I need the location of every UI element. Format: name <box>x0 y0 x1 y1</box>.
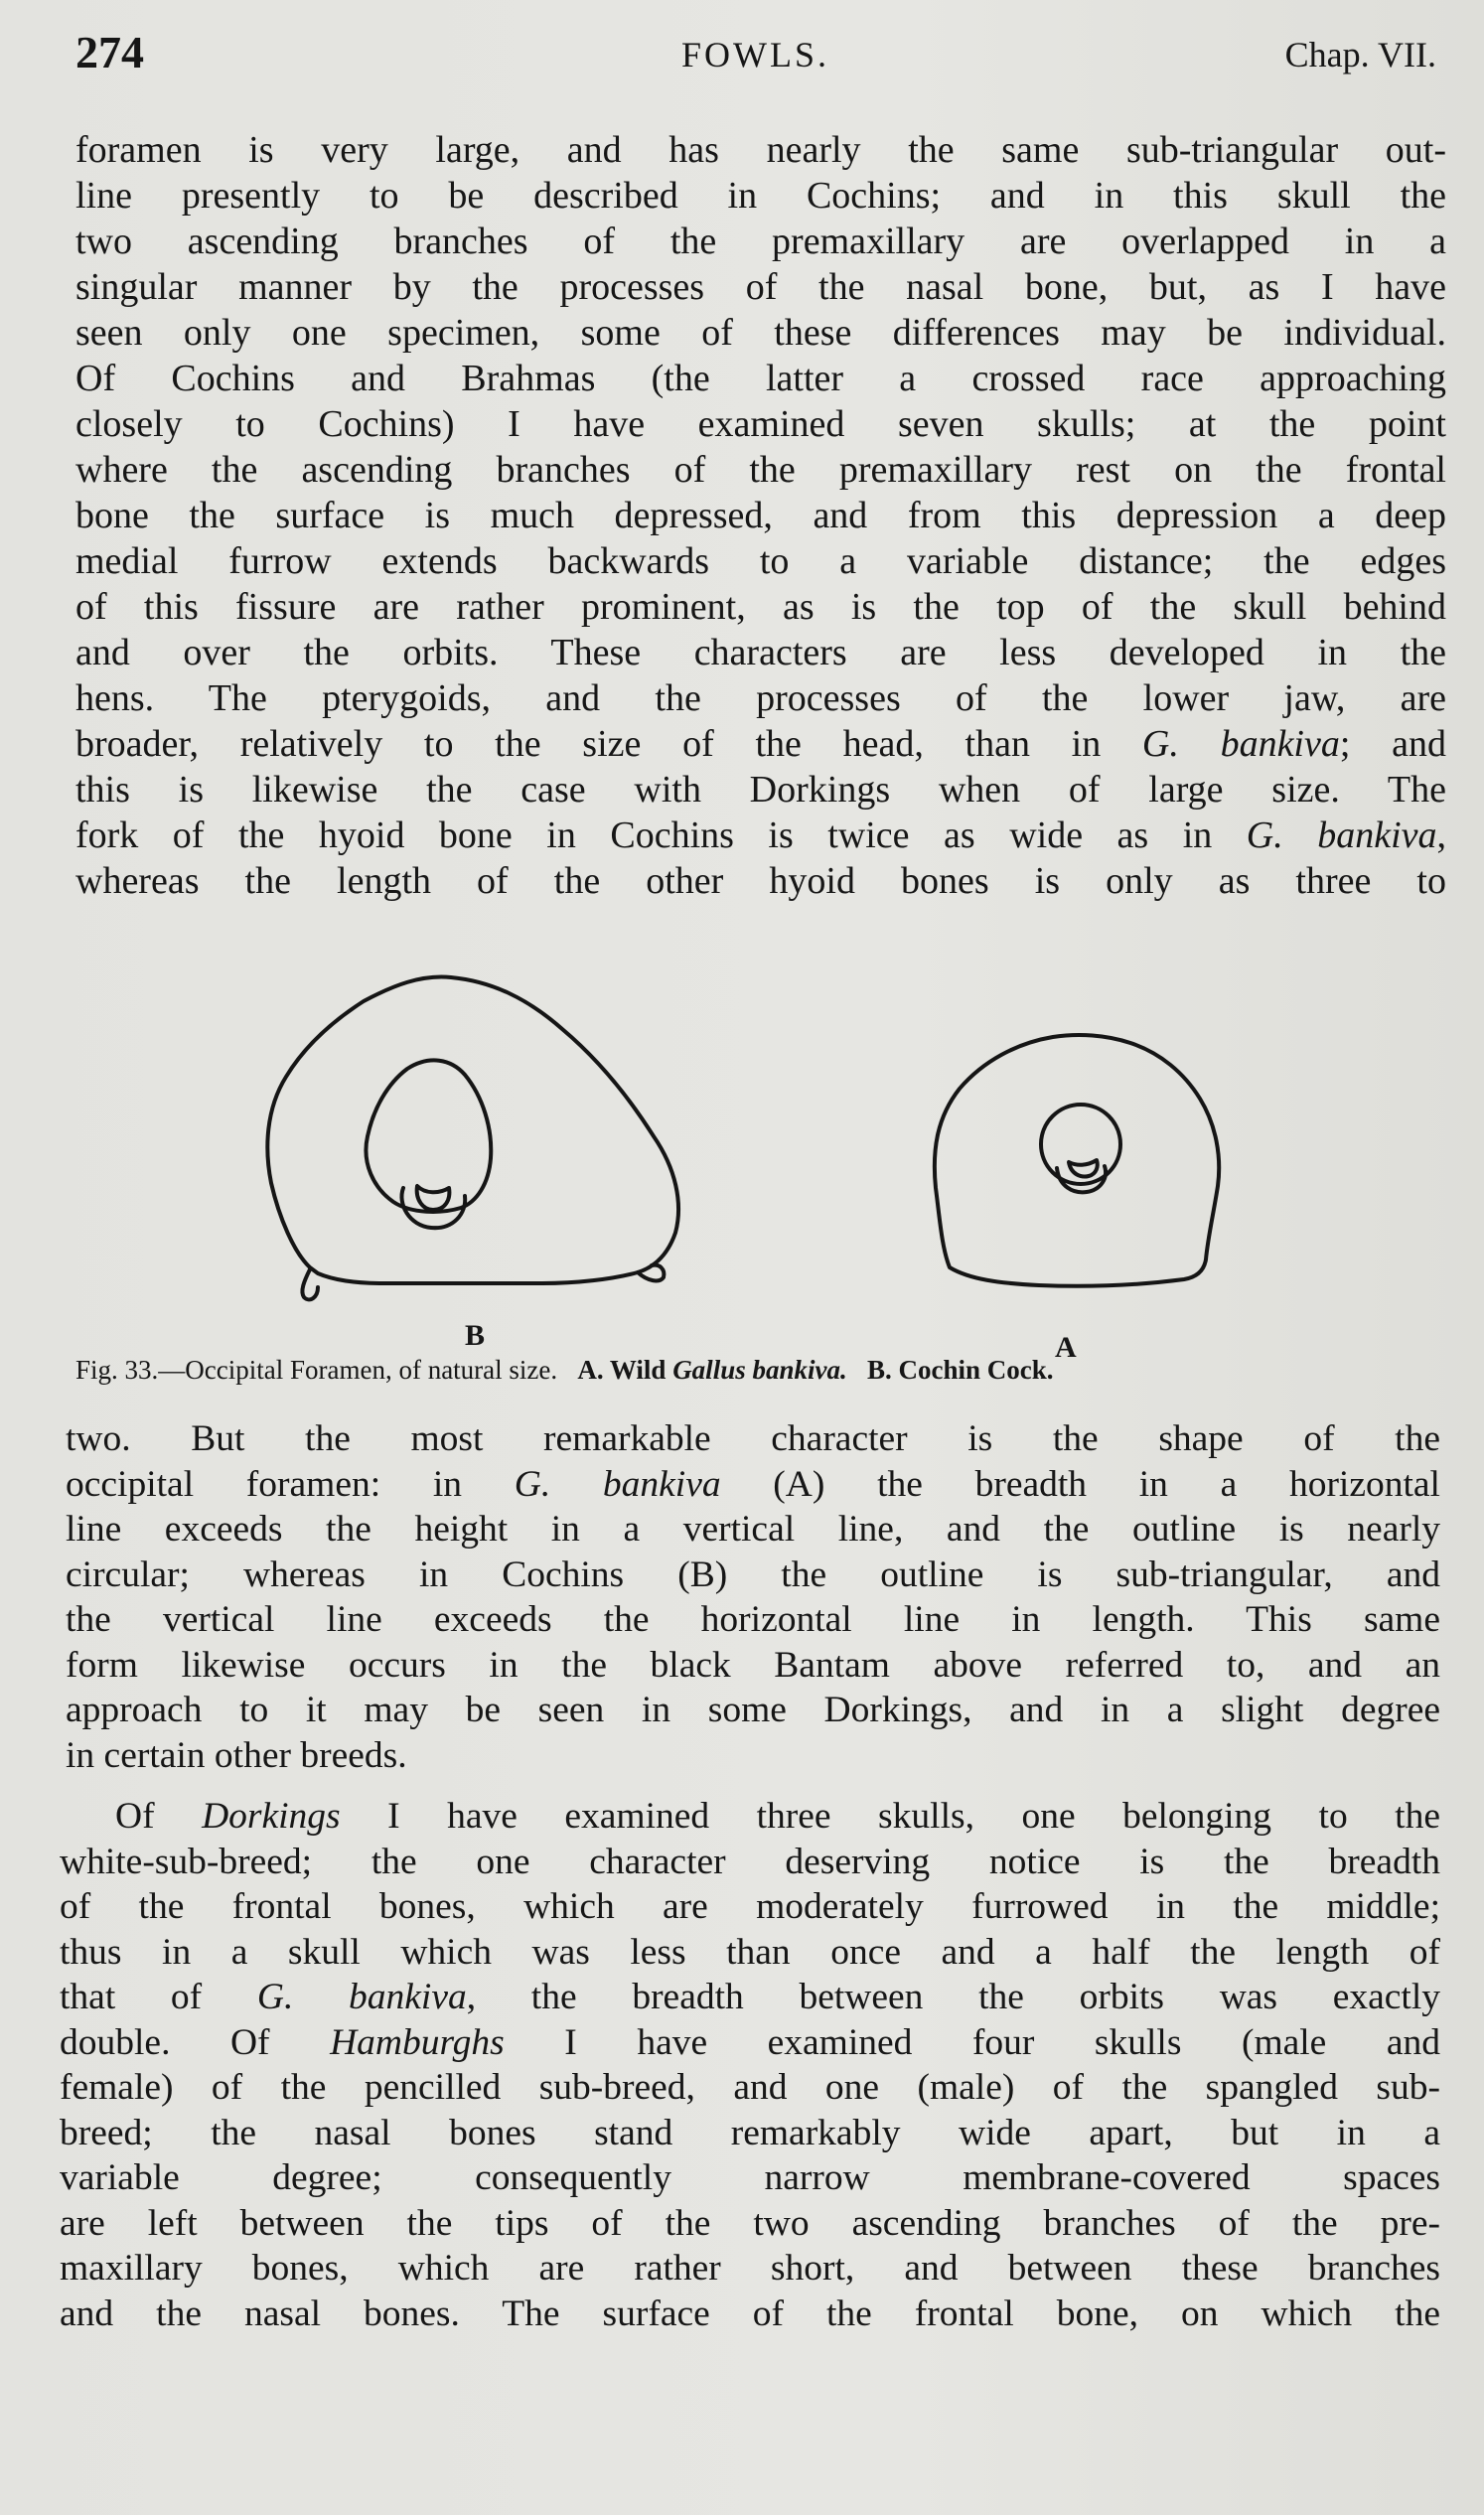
text-line: maxillary bones, which are rather short, and between these branches <box>60 2248 1440 2289</box>
text-line: and over the orbits. These characters are less developed in the <box>75 632 1446 673</box>
text-line: broader, relatively to the size of the head, than in G. bankiva; and <box>75 723 1447 765</box>
text-line: line exceeds the height in a vertical line, and the outline is nearly <box>66 1509 1440 1550</box>
text-line: line presently to be described in Cochins; and in this skull the <box>75 175 1446 217</box>
text-line: two ascending branches of the premaxillary are overlapped in a <box>75 221 1446 262</box>
text-line: two. But the most remarkable character is the shape of the <box>66 1418 1440 1459</box>
page-number: 274 <box>75 27 144 77</box>
paragraph-2 <box>66 1416 1440 1778</box>
running-title: FOWLS. <box>681 35 830 74</box>
text-line: the vertical line exceeds the horizontal line in length. This same <box>66 1599 1440 1640</box>
occipital-foramen-drawings <box>75 950 1446 1367</box>
skull-outline-a <box>935 1035 1219 1286</box>
text-line: this is likewise the case with Dorkings when of large size. The <box>75 769 1446 811</box>
paragraph-1 <box>75 127 1446 904</box>
page-header <box>75 26 1446 85</box>
text-line: fork of the hyoid bone in Cochins is twice as wide as in G. bankiva, <box>75 814 1446 856</box>
text-line: foramen is very large, and has nearly the same sub-triangular out- <box>75 129 1446 171</box>
figure-label-a: A <box>1055 1331 1077 1364</box>
text-line: white-sub-breed; the one character deserving notice is the breadth <box>60 1841 1440 1882</box>
foramen-a <box>1041 1105 1120 1184</box>
caption-b: B. Cochin Cock. <box>866 1355 1054 1385</box>
text-line: Of Cochins and Brahmas (the latter a crossed race approaching <box>75 358 1446 399</box>
caption-a: A. Wild <box>577 1355 667 1385</box>
figure-caption <box>75 1355 1446 1386</box>
text-line: circular; whereas in Cochins (B) the outline is sub-triangular, and <box>66 1553 1440 1595</box>
text-line: hens. The pterygoids, and the processes of the lower jaw, are <box>75 677 1446 719</box>
text-line: medial furrow extends backwards to a variable distance; the edges <box>75 540 1446 582</box>
text-line: form likewise occurs in the black Bantam above referred to, and an <box>66 1644 1440 1686</box>
text-line: Of Dorkings I have examined three skulls, one belonging to the <box>115 1796 1441 1837</box>
text-line: whereas the length of the other hyoid bones is only as three to <box>75 860 1446 902</box>
text-line: thus in a skull which was less than once and a half the length of <box>60 1931 1440 1973</box>
skull-outline-b <box>267 977 678 1283</box>
text-line: singular manner by the processes of the nasal bone, but, as I have <box>75 266 1446 308</box>
text-line: bone the surface is much depressed, and from this depression a deep <box>75 495 1446 536</box>
caption-prefix: Fig. 33.—Occipital Foramen, of natural size. <box>75 1355 558 1385</box>
figure-33 <box>75 950 1446 1367</box>
text-line: approach to it may be seen in some Dorkings, and in a slight degree <box>66 1690 1440 1730</box>
text-line: of this fissure are rather prominent, as is the top of the skull behind <box>75 586 1446 628</box>
text-line: breed; the nasal bones stand remarkably wide apart, but in a <box>60 2112 1440 2153</box>
paragraph-3 <box>60 1794 1440 2336</box>
text-line: that of G. bankiva, the breadth between the orbits was exactly <box>60 1977 1440 2017</box>
text-line: in certain other breeds. <box>66 1734 407 1776</box>
text-line: and the nasal bones. The surface of the frontal bone, on which the <box>60 2293 1440 2334</box>
chapter-label: Chap. VII. <box>1284 35 1436 74</box>
text-line: seen only one specimen, some of these differences may be individual. <box>75 312 1446 354</box>
text-line: of the frontal bones, which are moderately furrowed in the middle; <box>60 1886 1440 1927</box>
text-line: where the ascending branches of the premaxillary rest on the frontal <box>75 449 1446 491</box>
text-line: double. Of Hamburghs I have examined four skulls (male and <box>60 2021 1440 2063</box>
text-line: closely to Cochins) I have examined seven skulls; at the point <box>75 403 1446 445</box>
figure-label-b: B <box>465 1319 486 1352</box>
text-line: female) of the pencilled sub-breed, and one (male) of the spangled sub- <box>60 2067 1440 2108</box>
foramen-b <box>366 1060 491 1212</box>
caption-species: Gallus bankiva. <box>672 1355 847 1385</box>
text-line: are left between the tips of the two ascending branches of the pre- <box>60 2202 1440 2244</box>
text-line: occipital foramen: in G. bankiva (A) the breadth in a horizontal <box>66 1463 1440 1505</box>
text-line: variable degree; consequently narrow membrane-covered spaces <box>60 2157 1440 2198</box>
